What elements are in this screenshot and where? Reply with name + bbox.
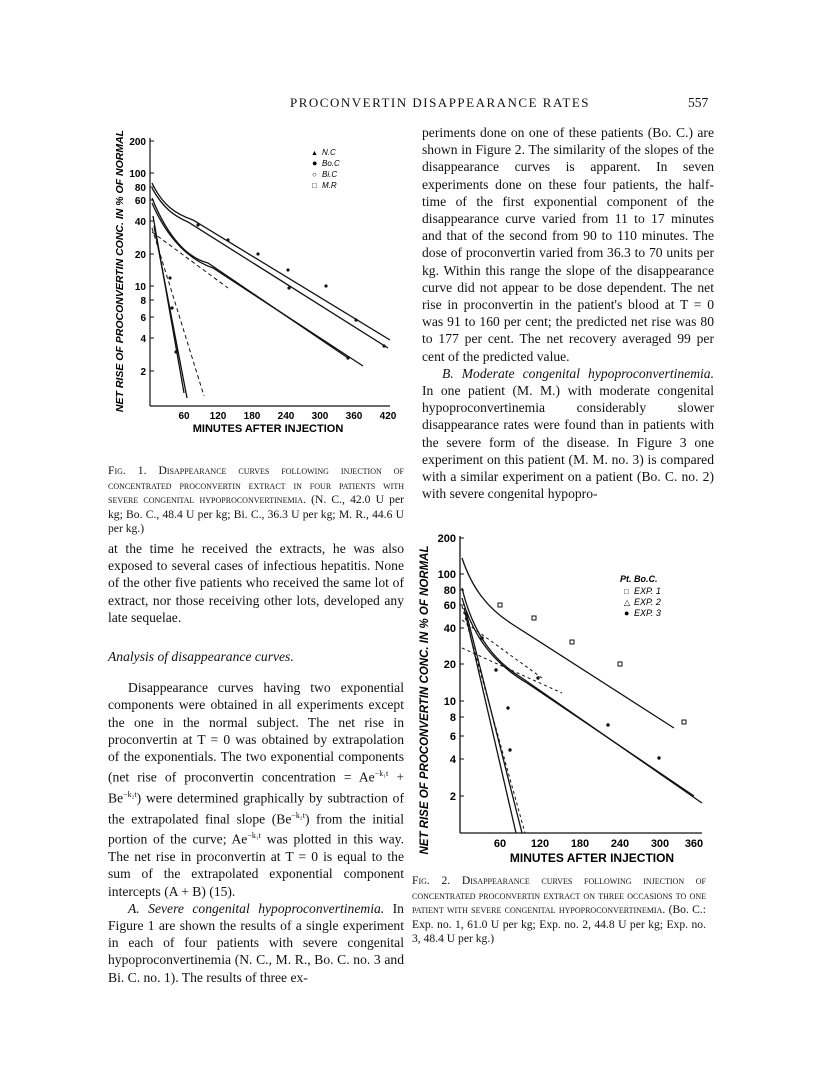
fig2-legend <box>620 574 661 618</box>
curve-mr <box>152 183 390 340</box>
fig2-points <box>480 636 660 759</box>
fig1-points <box>168 223 385 359</box>
x-tick-label: 60 <box>178 411 190 422</box>
x-tick-label: 60 <box>493 838 507 850</box>
y-tick-label: 200 <box>129 137 146 148</box>
paragraph: Disappearance curves having two exponential components were obtained in all experiments except the one in the normal subject. The net rise in proconvertin at T = 0 was obtained by extrapolation of the exponentials. The two exponential components (net rise of proconvertin concentration = $Ae^{-k_1t} + Be^{-k_2t}$) were determined graphically by subtraction of the extrapolated final slope $(Be^{-k_2t})$ from the initial portion of the curve; $Ae^{-k_1t}$ was plotted in this way. The net rise in proconvertin at T = 0 is equal to the sum of the extrapolated exponential component intercepts (A + B) (15). <box>108 680 404 899</box>
fig2-y-ticks <box>438 533 457 803</box>
running-title: PROCONVERTIN DISAPPEARANCE RATES <box>290 95 591 110</box>
fig1-extrapolations <box>152 228 228 396</box>
caption-body: Disappearance curves following injection of concentrated proconvertin extract on three occasions to one patient with severe congenital hypoproconvertinemia. <box>412 874 706 917</box>
y-tick-label: 8 <box>449 712 456 724</box>
legend-entry-nc: N.C <box>322 148 336 157</box>
paragraph: periments done on one of these patients (Bo. C.) are shown in Figure 2. The similarity of the slopes of the disappearance curves is apparent. In seven experiments done on these four patients, the half-time of the first exponential component of the disappearance curve varied from 11 to 17 minutes and that of the second from 90 to 110 minutes. The dose of proconvertin varied from 36.3 to 70 units per kg. Within this range the slope of the disappearance curve did not appear to be dose dependent. The net rise in proconvertin in the patient's blood at T = 0 was 91 to 160 per cent; the predicted net rise was 80 to 177 per cent. The net recovery averaged 99 per cent of the predicted value. <box>422 125 714 364</box>
curve-exp2 <box>462 588 702 803</box>
legend-marker-dot: ● <box>312 158 318 168</box>
y-tick-label: 20 <box>134 250 146 261</box>
caption-body: Disappearance curves following injection of concentrated proconvertin extract in four patients with severe congenital hypoproconvertinemia. <box>108 464 404 507</box>
legend-entry-bic: Bi.C <box>322 170 338 179</box>
x-tick-label: 240 <box>277 411 295 422</box>
x-tick-label: 180 <box>243 411 261 422</box>
legend-marker-circle: ○ <box>312 170 317 179</box>
x-tick-label: 420 <box>379 411 397 422</box>
legend-marker-triangle: △ <box>624 598 631 607</box>
legend-title: Pt. Bo.C. <box>620 574 658 584</box>
y-tick-label: 40 <box>134 217 146 228</box>
y-tick-label: 60 <box>134 196 146 207</box>
y-tick-label: 80 <box>134 183 146 194</box>
legend-marker-triangle: ▲ <box>311 150 318 157</box>
subsection-heading: B. Moderate congenital hypoproconvertinemia. <box>442 365 714 381</box>
y-tick-label: 10 <box>443 696 456 708</box>
fig2-extrapolations <box>462 606 562 833</box>
caption-detail: (N. C., 42.0 U per kg; Bo. C., 48.4 U per kg; Bi. C., 36.3 U per kg; M. R., 44.6 U per kg.) <box>108 493 404 536</box>
caption-label: Fig. 2. <box>412 874 451 887</box>
fig1-curves <box>152 183 390 398</box>
fig2-x-axis-label: MINUTES AFTER INJECTION <box>509 851 675 865</box>
y-tick-label: 4 <box>449 754 456 766</box>
y-tick-label: 20 <box>443 659 456 671</box>
y-tick-label: 100 <box>437 569 456 581</box>
x-tick-label: 180 <box>570 838 590 850</box>
figure-2 <box>412 528 708 868</box>
fig2-x-ticks <box>494 838 703 850</box>
curve-nc <box>152 188 388 348</box>
paragraph: A. Severe congenital hypoproconvertinemia. In Figure 1 are shown the results of a single experiment in each of four patients with severe congenital hypoproconvertinemia (N. C., M. R., Bo. C. no. 3 and Bi. C. no. 1). The results of three ex- <box>108 900 404 985</box>
curve-exp3 <box>462 598 694 796</box>
legend-marker-dot: ● <box>624 608 630 618</box>
x-tick-label: 240 <box>610 838 630 850</box>
fig1-legend <box>311 148 340 190</box>
fig2-curves <box>462 558 702 833</box>
figure-2-caption <box>412 874 706 947</box>
x-tick-label: 120 <box>530 838 550 850</box>
y-tick-label: 6 <box>140 313 146 324</box>
fig1-x-axis-label: MINUTES AFTER INJECTION <box>192 423 344 435</box>
x-tick-label: 120 <box>209 411 227 422</box>
curve-bic <box>152 203 363 366</box>
legend-marker-square: □ <box>312 181 317 190</box>
x-tick-label: 360 <box>684 838 704 850</box>
paragraph: B. Moderate congenital hypoproconvertinemia. In one patient (M. M.) with moderate congenital hypoproconvertinemia considerably slower disappearance rates were found than in patients with the severe form of the disease. In Figure 3 one experiment on this patient (M. M. no. 3) is compared with a similar experiment on a patient (Bo. C. no. 2) with severe congenital hypopro- <box>422 365 714 502</box>
fig2-y-axis-label: NET RISE OF PROCONVERTIN CONC. IN % OF NORMAL <box>419 545 431 855</box>
y-tick-label: 8 <box>140 296 146 307</box>
fig1-y-axis-label: NET RISE OF PROCONVERTIN CONC. IN % OF NORMAL <box>114 129 126 413</box>
figure-1-caption <box>108 464 404 537</box>
y-tick-label: 4 <box>140 334 146 345</box>
subsection-heading: A. Severe congenital hypoproconvertinemia. <box>128 900 385 916</box>
y-tick-label: 80 <box>443 585 456 597</box>
paragraph: at the time he received the extracts, he was also exposed to several cases of infectious hepatitis. None of the other five patients who received the same lot of extract, nor those receiving other lots, developed any late sequelae. <box>108 541 404 625</box>
running-header <box>0 95 816 115</box>
left-column <box>108 540 404 986</box>
y-tick-label: 2 <box>449 791 456 803</box>
fig1-y-ticks <box>129 137 146 378</box>
x-tick-label: 300 <box>311 411 329 422</box>
legend-entry-boc: Bo.C <box>322 159 340 168</box>
fig2-open-points <box>498 603 686 724</box>
y-tick-label: 6 <box>449 731 456 743</box>
page-number: 557 <box>688 95 709 110</box>
legend-entry-exp1: EXP. 1 <box>634 586 661 596</box>
curve-boc <box>152 198 348 358</box>
x-tick-label: 300 <box>650 838 670 850</box>
x-tick-label: 360 <box>345 411 363 422</box>
figure-1 <box>108 128 408 438</box>
y-tick-label: 60 <box>443 600 456 612</box>
y-tick-label: 100 <box>129 169 146 180</box>
caption-detail: (Bo. C.: Exp. no. 1, 61.0 U per kg; Exp. no. 2, 44.8 U per kg; Exp. no. 3, 48.4 U per kg.) <box>412 903 707 946</box>
right-column <box>422 124 714 502</box>
section-heading: Analysis of disappearance curves. <box>108 649 294 665</box>
legend-entry-mr: M.R <box>322 181 337 190</box>
y-tick-label: 40 <box>443 623 456 635</box>
y-tick-label: 200 <box>437 533 456 545</box>
y-tick-label: 2 <box>140 367 146 378</box>
legend-entry-exp3: EXP. 3 <box>634 608 661 618</box>
legend-entry-exp2: EXP. 2 <box>634 597 661 607</box>
legend-marker-square: □ <box>624 587 629 596</box>
fig1-x-ticks <box>178 411 396 422</box>
caption-label: Fig. 1. <box>108 464 147 477</box>
y-tick-label: 10 <box>134 282 146 293</box>
